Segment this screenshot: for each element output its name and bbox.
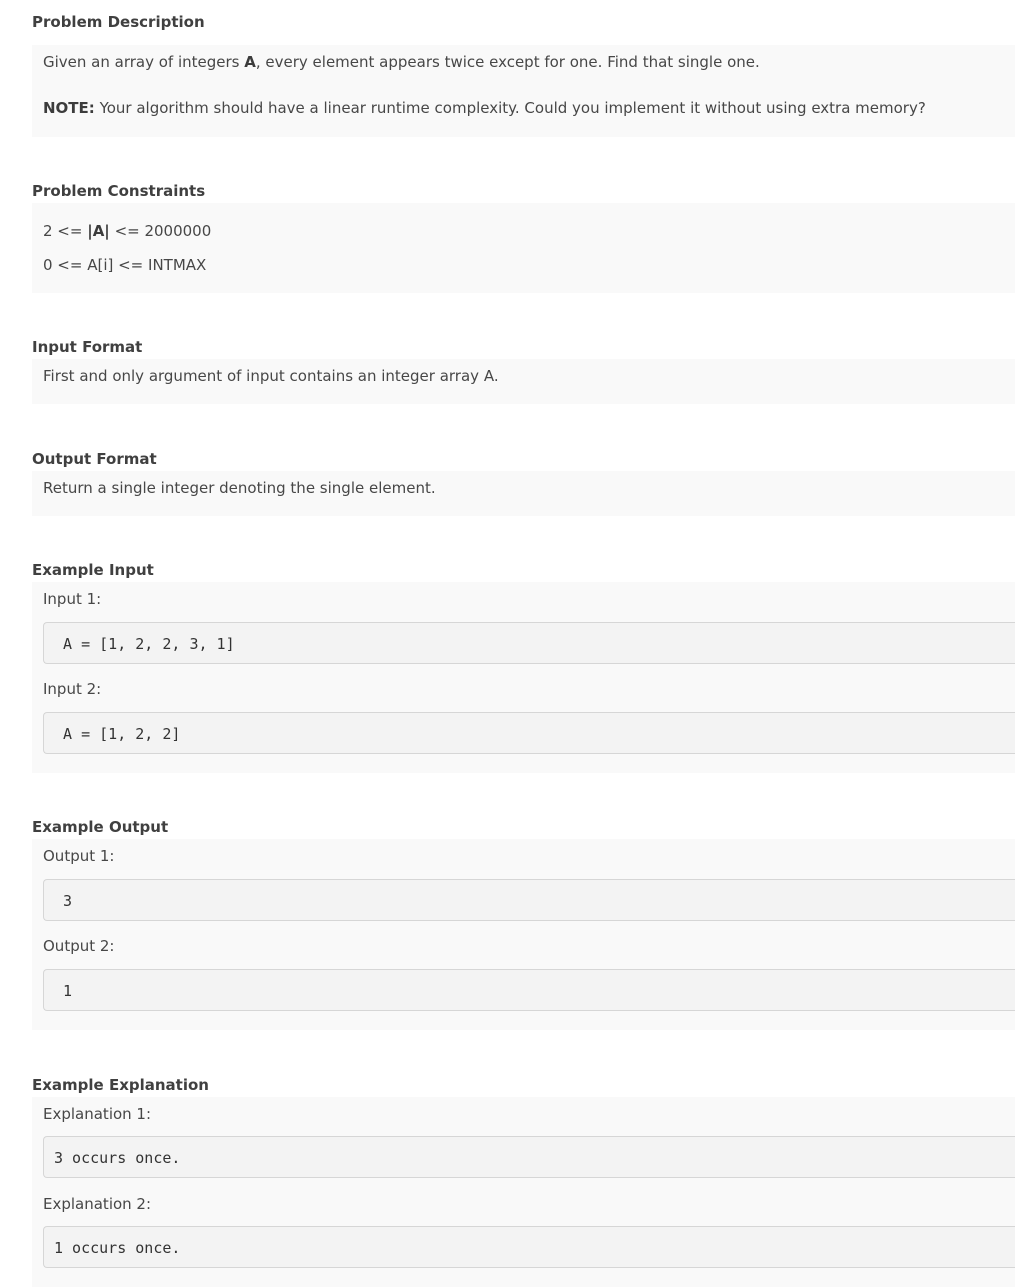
- constraint-values: 0 <= A[i] <= INTMAX: [43, 256, 207, 274]
- input-1-code-block[interactable]: [43, 622, 1015, 664]
- constraint-text-part: 2 <=: [43, 222, 88, 240]
- output-1-code-block[interactable]: [43, 879, 1015, 921]
- problem-constraints-heading: Problem Constraints: [32, 182, 206, 200]
- description-text-part: , every element appears twice except for one. Find that single one.: [255, 53, 760, 71]
- problem-description-panel: [32, 45, 1015, 137]
- output-1-label: Output 1:: [43, 847, 115, 865]
- explanation-1-code: 3 occurs once.: [54, 1149, 181, 1167]
- output-1-code: 3: [54, 892, 73, 910]
- output-2-code-block[interactable]: [43, 969, 1015, 1011]
- input-format-text: First and only argument of input contains an integer array A.: [43, 367, 499, 385]
- explanation-1-code-block[interactable]: [43, 1136, 1015, 1178]
- input-format-panel: [32, 359, 1015, 404]
- explanation-2-code: 1 occurs once.: [54, 1239, 181, 1257]
- input-2-label: Input 2:: [43, 680, 102, 698]
- example-output-heading: Example Output: [32, 818, 169, 836]
- example-explanation-heading: Example Explanation: [32, 1076, 209, 1094]
- note-label: NOTE:: [43, 99, 95, 117]
- example-input-heading: Example Input: [32, 561, 154, 579]
- explanation-2-code-block[interactable]: [43, 1226, 1015, 1268]
- description-note: [43, 99, 926, 117]
- input-2-code-block[interactable]: [43, 712, 1015, 754]
- input-format-heading: Input Format: [32, 338, 143, 356]
- output-2-code: 1: [54, 982, 73, 1000]
- explanation-1-label: Explanation 1:: [43, 1105, 152, 1123]
- output-2-label: Output 2:: [43, 937, 115, 955]
- description-text-part: Given an array of integers: [43, 53, 245, 71]
- input-2-code: A = [1, 2, 2]: [54, 725, 181, 743]
- output-format-panel: [32, 471, 1015, 516]
- constraint-size: [43, 222, 211, 240]
- example-explanation-panel: [32, 1097, 1015, 1287]
- explanation-2-label: Explanation 2:: [43, 1195, 152, 1213]
- constraint-array-size: |A|: [87, 222, 110, 240]
- output-format-text: Return a single integer denoting the single element.: [43, 479, 436, 497]
- note-text: Your algorithm should have a linear runtime complexity. Could you implement it without using extra memory?: [94, 99, 926, 117]
- description-array-name: A: [244, 53, 256, 71]
- example-output-panel: [32, 839, 1015, 1030]
- input-1-label: Input 1:: [43, 590, 102, 608]
- problem-description-heading: Problem Description: [32, 13, 205, 31]
- input-1-code: A = [1, 2, 2, 3, 1]: [54, 635, 235, 653]
- description-text: [43, 53, 760, 71]
- example-input-panel: [32, 582, 1015, 773]
- output-format-heading: Output Format: [32, 450, 157, 468]
- constraint-text-part: <= 2000000: [109, 222, 212, 240]
- problem-constraints-panel: [32, 203, 1015, 293]
